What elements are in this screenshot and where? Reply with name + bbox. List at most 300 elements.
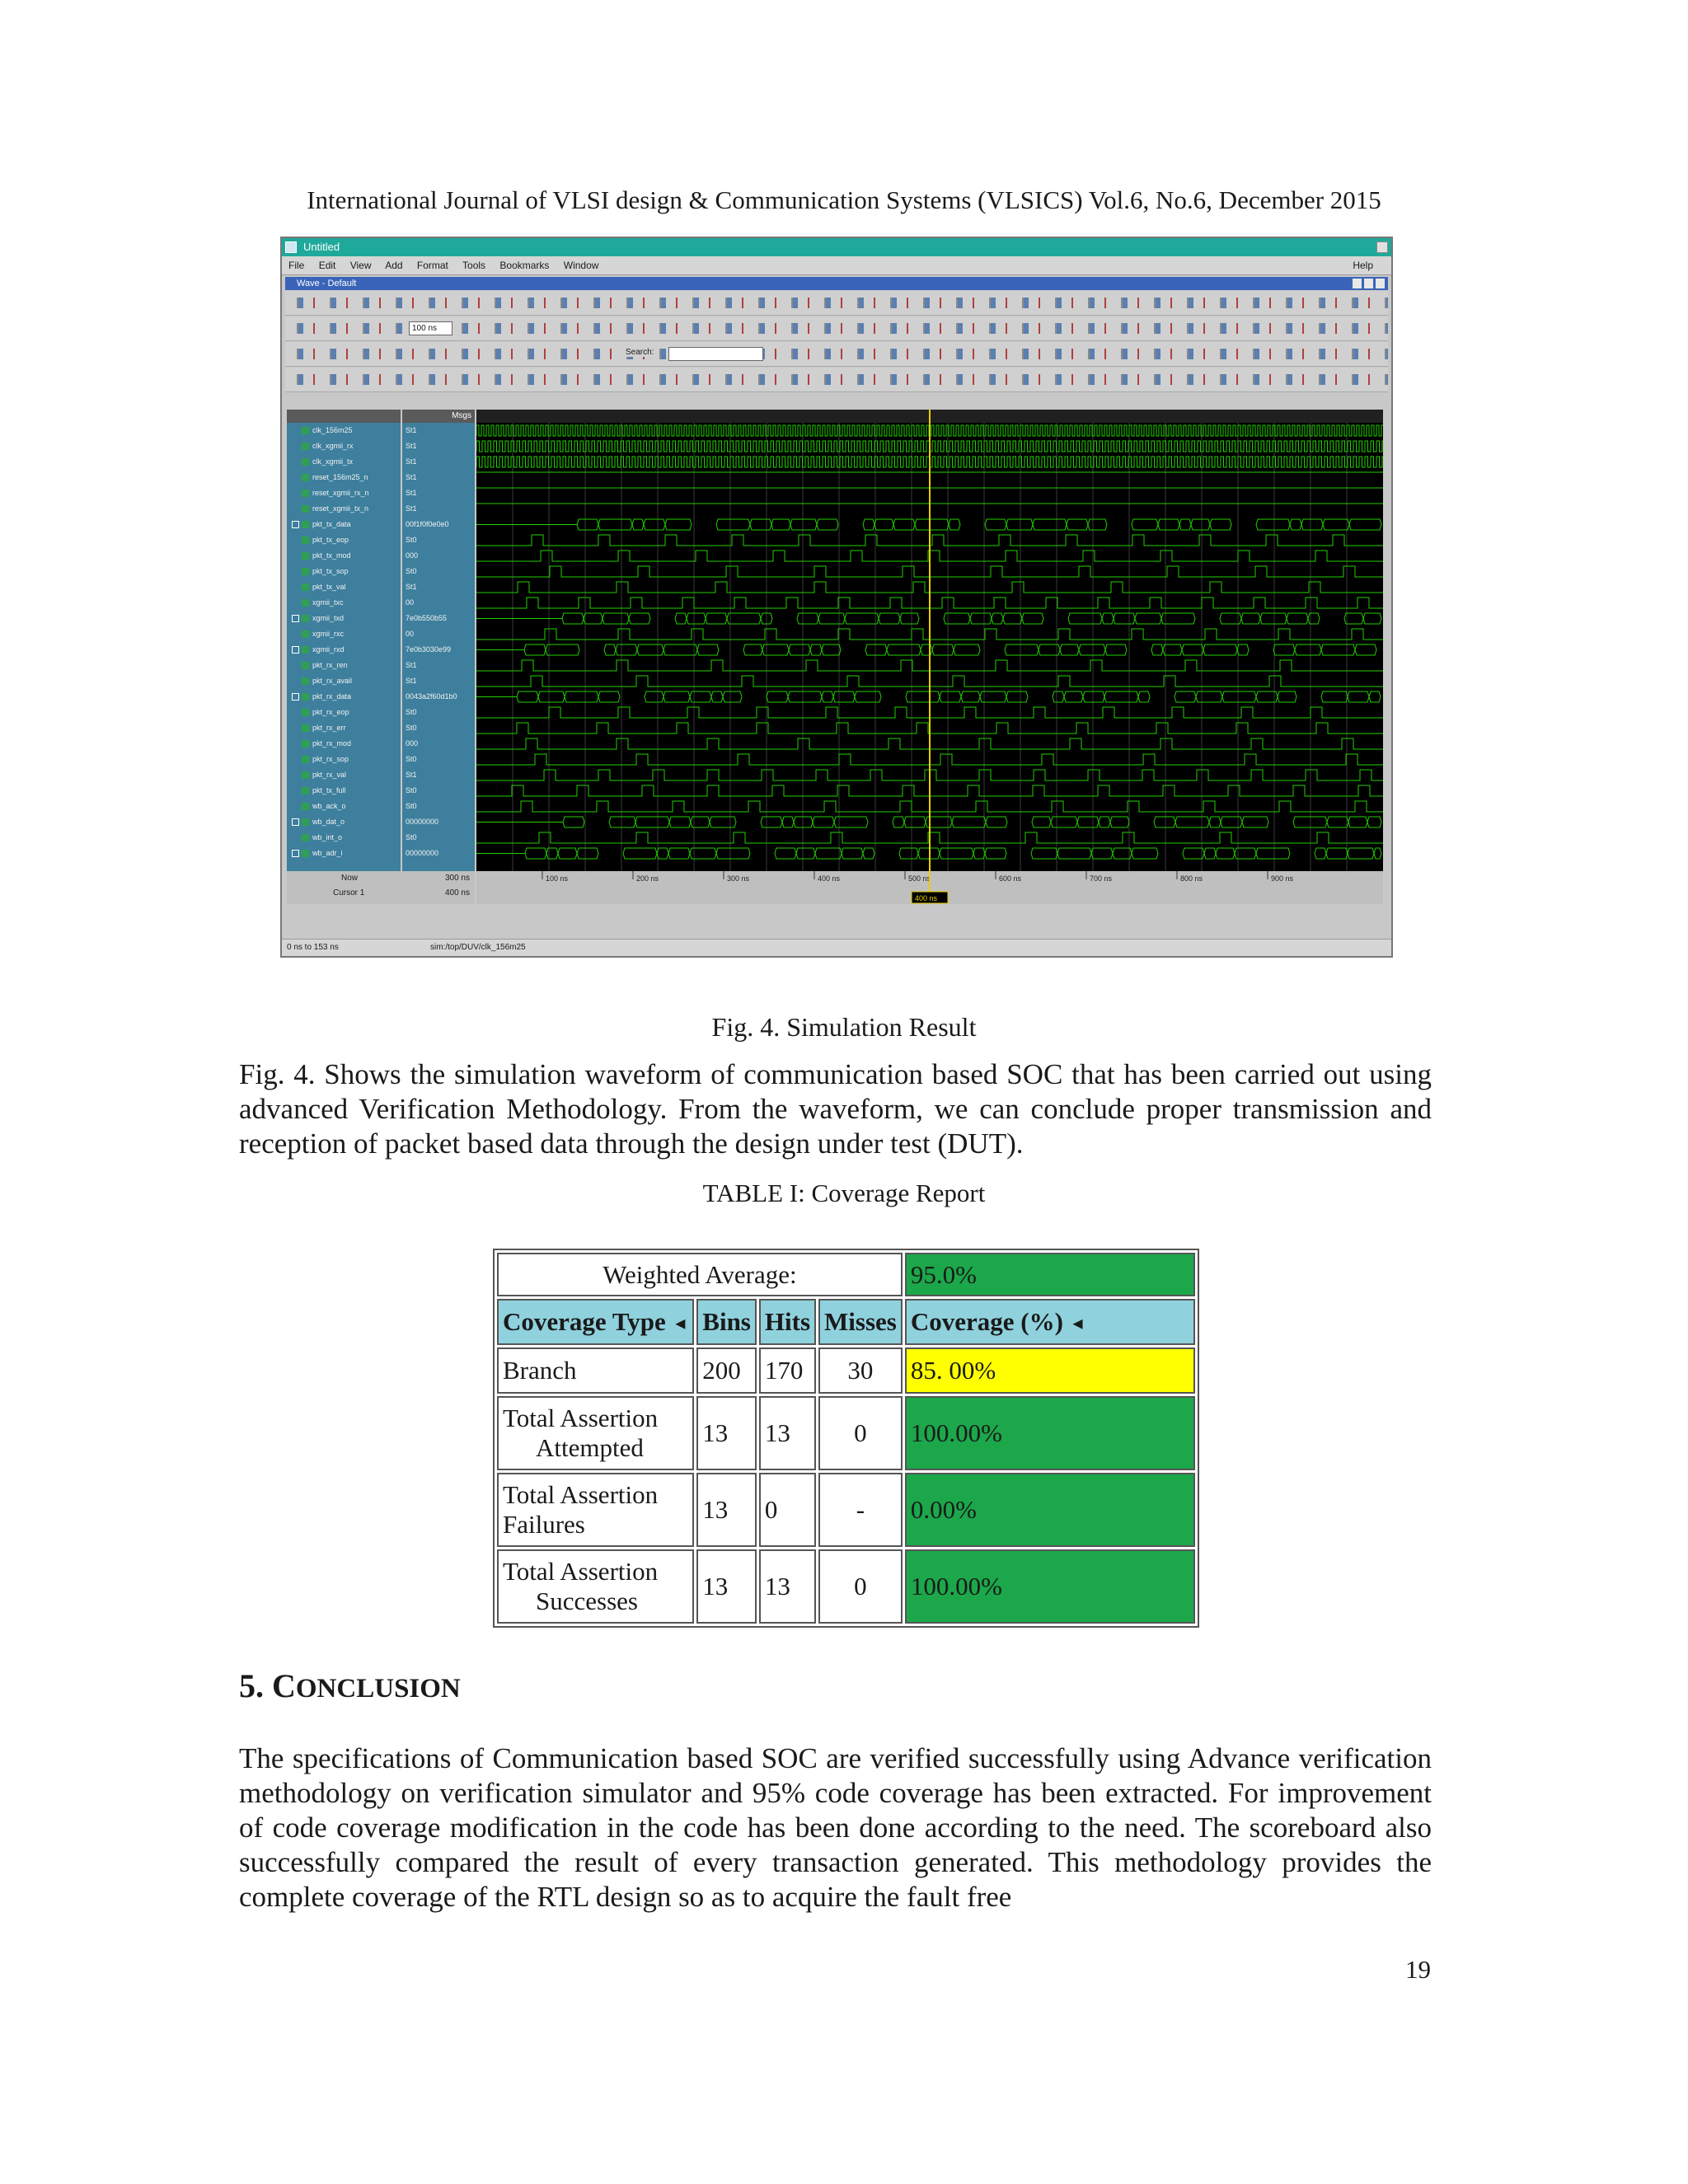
signal-name-row[interactable] — [287, 454, 401, 470]
bus-segment — [1132, 848, 1158, 859]
signal-value: St0 — [406, 567, 417, 575]
signal-icon — [302, 583, 309, 591]
signal-name-row[interactable] — [287, 673, 401, 689]
page-number: 19 — [1405, 1955, 1431, 1984]
signal-value: 00 — [406, 630, 415, 638]
signal-icon — [302, 474, 309, 481]
cursor-label: Cursor 1 — [333, 888, 365, 898]
bus-segment — [810, 644, 822, 655]
sort-arrow-icon: ◄ — [672, 1315, 689, 1333]
msgs-header: Msgs — [402, 410, 475, 423]
paragraph-figure-description: Fig. 4. Shows the simulation waveform of communication based SOC that has been carried out using advanced Verification Methodology. From the waveform, we can conclude proper transmission and reception of packet based data through the design under test (DUT). — [239, 1058, 1432, 1160]
signal-name-row[interactable] — [287, 736, 401, 752]
bus-segment — [716, 519, 750, 530]
paragraph-conclusion: The specifications of Communication based SOC are verified successfully using Advance verification methodology on verification simulator and 95% code coverage has been extracted. For improvement of code coverage modification in the code has been done according to the need. The scoreboard also successfully compared the result of every transaction generated. This methodology provides the complete coverage of the RTL design so as to acquire the fault free — [239, 1742, 1432, 1913]
signal-icon — [302, 803, 309, 810]
bus-segment — [1242, 817, 1268, 827]
bus-segment — [665, 519, 692, 530]
time-tick-label: 500 ns — [908, 874, 931, 883]
bus-segment — [1091, 848, 1113, 859]
signal-icon — [302, 693, 309, 701]
signal-name: pkt_tx_data — [312, 520, 351, 528]
signal-value: St1 — [406, 771, 417, 779]
bus-segment — [1003, 613, 1022, 624]
bus-segment — [1349, 519, 1381, 530]
bus-segment — [940, 848, 973, 859]
coverage-type-cell: Branch — [497, 1347, 694, 1394]
bus-segment — [1051, 817, 1077, 827]
bus-segment — [887, 644, 921, 655]
menu-add[interactable]: Add — [385, 260, 403, 271]
bus-segment — [604, 644, 616, 655]
signal-value: St0 — [406, 724, 417, 732]
menu-edit[interactable]: Edit — [318, 260, 336, 271]
signal-icon — [302, 724, 309, 732]
bus-segment — [842, 848, 863, 859]
simulation-screenshot — [280, 237, 1393, 958]
bus-segment — [1079, 644, 1105, 655]
expand-icon[interactable] — [292, 693, 299, 701]
signal-name-row[interactable] — [287, 438, 401, 454]
bus-segment — [1315, 848, 1326, 859]
bus-segment — [1321, 691, 1348, 702]
bus-segment — [855, 691, 881, 702]
signal-name: pkt_tx_val — [312, 583, 346, 591]
menu-bar — [282, 256, 1391, 275]
signal-icon — [302, 771, 309, 779]
table-header-row — [497, 1299, 1195, 1345]
cursor-value: 400 ns — [444, 888, 470, 898]
signal-value: St1 — [406, 457, 417, 466]
bus-segment — [1295, 644, 1321, 655]
misses-cell: 30 — [818, 1347, 903, 1394]
bus-segment — [603, 613, 629, 624]
signal-icon — [302, 630, 309, 638]
signal-name-row[interactable] — [287, 423, 401, 438]
hits-cell: 13 — [759, 1549, 816, 1624]
signal-name-row[interactable] — [287, 830, 401, 846]
bus-segment — [563, 817, 584, 827]
bus-segment — [932, 644, 954, 655]
bus-segment — [1151, 644, 1163, 655]
bus-segment — [817, 519, 838, 530]
signal-name: xgmii_rxd — [312, 645, 345, 654]
bus-segment — [584, 613, 603, 624]
signal-value: 000 — [406, 551, 419, 560]
signal-name-row[interactable] — [287, 846, 401, 861]
bus-segment — [635, 817, 669, 827]
bus-segment — [1104, 691, 1138, 702]
bus-segment — [1321, 644, 1355, 655]
bus-segment — [813, 817, 834, 827]
signal-value: St1 — [406, 473, 417, 481]
misses-cell: 0 — [818, 1396, 903, 1470]
status-range: 0 ns to 153 ns — [287, 943, 339, 952]
bus-segment — [1308, 613, 1320, 624]
bins-cell: 13 — [696, 1396, 757, 1470]
signal-name-row[interactable] — [287, 720, 401, 736]
signal-name: pkt_rx_mod — [312, 739, 352, 748]
signal-icon — [302, 709, 309, 716]
weighted-average-row — [497, 1253, 1195, 1296]
bus-segment — [1348, 848, 1374, 859]
bus-segment — [900, 613, 919, 624]
bus-segment — [1179, 519, 1191, 530]
signal-value: St1 — [406, 426, 417, 434]
bus-segment — [949, 519, 960, 530]
bus-segment — [1256, 519, 1290, 530]
bus-segment — [1057, 848, 1091, 859]
sort-arrow-icon: ◄ — [1069, 1315, 1086, 1333]
bus-segment — [985, 848, 1006, 859]
signal-name-row[interactable] — [287, 501, 401, 517]
signal-name-row[interactable] — [287, 752, 401, 767]
signal-value: St1 — [406, 442, 417, 450]
signal-value: 0043a2f60d1b0 — [406, 692, 457, 701]
signal-icon — [302, 427, 309, 434]
bus-segment — [789, 644, 810, 655]
window-title: Untitled — [303, 241, 340, 253]
search-label: Search: — [623, 348, 656, 357]
bus-segment — [952, 817, 986, 827]
signal-name: pkt_rx_eop — [312, 708, 349, 716]
signal-name-row[interactable] — [287, 564, 401, 579]
bus-segment — [1053, 691, 1064, 702]
bus-segment — [879, 613, 900, 624]
bus-segment — [797, 613, 818, 624]
signal-name-row[interactable] — [287, 658, 401, 673]
header-coverage-percent[interactable]: Coverage (%) ◄ — [905, 1299, 1195, 1345]
coverage-report-table — [493, 1249, 1199, 1628]
signal-value: 00 — [406, 598, 415, 607]
bus-segment — [985, 519, 1006, 530]
bus-segment — [710, 817, 736, 827]
signal-name-row[interactable] — [287, 548, 401, 564]
signal-name-row[interactable] — [287, 689, 401, 705]
bus-segment — [1068, 613, 1102, 624]
signal-value: 7e0b3030e99 — [406, 645, 452, 654]
toolbar-4[interactable] — [285, 368, 1388, 392]
hits-cell: 0 — [759, 1473, 816, 1547]
bus-segment — [1006, 691, 1028, 702]
bus-segment — [833, 691, 855, 702]
bus-segment — [1290, 519, 1301, 530]
time-tick-label: 400 ns — [818, 874, 841, 883]
expand-icon[interactable] — [292, 850, 299, 857]
bus-segment — [818, 613, 845, 624]
bus-segment — [1060, 644, 1079, 655]
bus-segment — [1327, 817, 1348, 827]
bus-segment — [782, 817, 794, 827]
signal-icon — [302, 568, 309, 575]
bus-segment — [1006, 519, 1033, 530]
signal-name-row[interactable] — [287, 485, 401, 501]
signal-icon — [302, 552, 309, 560]
search-input[interactable] — [668, 347, 763, 361]
table-caption: TABLE I: Coverage Report — [702, 1179, 986, 1207]
signal-name: clk_156m25 — [312, 426, 353, 434]
waveform-pane[interactable] — [476, 410, 1383, 904]
bus-segment — [637, 644, 663, 655]
menu-help[interactable]: Help — [1353, 260, 1373, 271]
signal-name-row[interactable] — [287, 595, 401, 611]
bus-segment — [668, 848, 690, 859]
bus-segment — [1102, 613, 1114, 624]
bus-segment — [663, 691, 690, 702]
bus-segment — [1064, 691, 1083, 702]
bus-segment — [1182, 644, 1203, 655]
signal-name-row[interactable] — [287, 783, 401, 799]
hits-cell: 170 — [759, 1347, 816, 1394]
bus-segment — [904, 817, 926, 827]
misses-cell: 0 — [818, 1549, 903, 1624]
bus-segment — [644, 519, 665, 530]
bus-segment — [711, 691, 723, 702]
bus-segment — [865, 644, 887, 655]
bus-segment — [1222, 691, 1256, 702]
signal-name-row[interactable] — [287, 611, 401, 626]
running-header: International Journal of VLSI design & Communication Systems (VLSICS) Vol.6, No.6, December 2015 — [307, 185, 1381, 214]
signal-name: wb_int_o — [312, 833, 343, 841]
signal-icon — [302, 615, 309, 622]
bus-segment — [775, 848, 796, 859]
menu-tools[interactable]: Tools — [462, 260, 486, 271]
menu-bookmarks[interactable]: Bookmarks — [499, 260, 550, 271]
bus-segment — [525, 848, 546, 859]
bus-segment — [1237, 644, 1249, 655]
bus-segment — [767, 691, 788, 702]
signal-name: pkt_tx_sop — [312, 567, 349, 575]
bus-segment — [845, 613, 879, 624]
misses-cell: - — [818, 1473, 903, 1547]
table-row — [497, 1549, 1195, 1624]
toolbar-3[interactable] — [285, 342, 1388, 367]
signal-name: xgmii_rxc — [312, 630, 345, 638]
signal-name: wb_dat_o — [312, 818, 345, 826]
bus-segment — [1363, 613, 1381, 624]
bus-segment — [1256, 848, 1290, 859]
bus-segment — [1031, 848, 1057, 859]
bus-segment — [1175, 691, 1196, 702]
signal-value: St1 — [406, 583, 417, 591]
signal-value: St0 — [406, 755, 417, 763]
wave-window-titlebar — [285, 277, 1388, 290]
signal-icon — [302, 537, 309, 544]
header-hits: Hits — [759, 1299, 816, 1345]
bus-segment — [1077, 817, 1099, 827]
signal-name-row[interactable] — [287, 642, 401, 658]
bins-cell: 200 — [696, 1347, 757, 1394]
bus-segment — [1110, 817, 1129, 827]
bus-segment — [973, 848, 985, 859]
signal-value: St1 — [406, 489, 417, 497]
coverage-percent-cell: 100.00% — [905, 1396, 1195, 1470]
signal-value: St0 — [406, 786, 417, 794]
coverage-percent-cell: 100.00% — [905, 1549, 1195, 1624]
signal-icon — [302, 834, 309, 841]
bus-segment — [706, 613, 727, 624]
bus-segment — [546, 848, 558, 859]
toolbar-1[interactable] — [285, 291, 1388, 316]
bus-segment — [1355, 644, 1376, 655]
now-row — [287, 871, 475, 886]
signal-icon — [302, 850, 309, 857]
bus-segment — [863, 519, 874, 530]
bus-segment — [986, 817, 1007, 827]
time-tick-label: 300 ns — [727, 874, 750, 883]
bus-segment — [1287, 613, 1308, 624]
signal-icon — [302, 677, 309, 685]
toolbar-2[interactable] — [285, 316, 1388, 341]
bus-segment — [954, 644, 980, 655]
menu-format[interactable]: Format — [416, 260, 448, 271]
bus-segment — [1301, 519, 1323, 530]
bus-segment — [906, 691, 940, 702]
header-bins: Bins — [696, 1299, 757, 1345]
bus-segment — [598, 691, 620, 702]
bus-segment — [1348, 817, 1367, 827]
signal-icon — [302, 646, 309, 654]
signal-icon — [302, 756, 309, 763]
signal-name-row[interactable] — [287, 705, 401, 720]
bus-segment — [1088, 519, 1107, 530]
bus-segment — [796, 848, 815, 859]
bus-segment — [565, 691, 598, 702]
bus-segment — [1033, 519, 1067, 530]
signal-name: reset_xgmii_rx_n — [312, 489, 369, 497]
bus-segment — [663, 644, 697, 655]
bus-segment — [1022, 613, 1043, 624]
expand-icon[interactable] — [292, 615, 299, 622]
signal-icon — [302, 787, 309, 794]
bus-segment — [822, 644, 841, 655]
signal-name: pkt_rx_val — [312, 771, 347, 779]
signal-value: 000 — [406, 739, 419, 748]
bus-segment — [1135, 613, 1161, 624]
signal-value: St0 — [406, 708, 417, 716]
signal-name: wb_ack_o — [312, 802, 346, 810]
bus-segment — [961, 691, 980, 702]
bus-segment — [1260, 613, 1287, 624]
figure-caption: Fig. 4. Simulation Result — [711, 1012, 977, 1042]
bus-segment — [1278, 691, 1296, 702]
signal-name: xgmii_txc — [312, 598, 344, 607]
time-tick-label: 600 ns — [999, 874, 1022, 883]
bus-segment — [1161, 613, 1195, 624]
menu-view[interactable]: View — [349, 260, 372, 271]
bus-segment — [598, 519, 632, 530]
signal-value: St0 — [406, 802, 417, 810]
signal-name-row[interactable] — [287, 814, 401, 830]
signal-name-row[interactable] — [287, 799, 401, 814]
bus-segment — [577, 519, 598, 530]
bus-segment — [1083, 691, 1104, 702]
bus-segment — [1138, 691, 1150, 702]
status-path: sim:/top/DUV/clk_156m25 — [430, 943, 526, 952]
menu-window[interactable]: Window — [563, 260, 599, 271]
bus-segment — [1326, 848, 1348, 859]
header-coverage-type[interactable]: Coverage Type ◄ — [497, 1299, 694, 1345]
bus-segment — [1196, 691, 1222, 702]
bus-segment — [657, 848, 668, 859]
table-row — [497, 1396, 1195, 1470]
signal-name: pkt_rx_sop — [312, 755, 349, 763]
signal-icon — [302, 443, 309, 450]
section-heading-conclusion: 5. CONCLUSION — [239, 1667, 461, 1704]
bus-segment — [1221, 817, 1242, 827]
coverage-type-cell: Total Assertion Attempted — [497, 1396, 694, 1470]
bus-segment — [1367, 817, 1381, 827]
run-length-input[interactable]: 100 ns — [409, 321, 452, 335]
time-tick-label: 800 ns — [1180, 874, 1203, 883]
signal-name: clk_xgmii_rx — [312, 442, 354, 450]
bus-segment — [1005, 644, 1039, 655]
signal-name-row[interactable] — [287, 532, 401, 548]
signal-value: St1 — [406, 677, 417, 685]
expand-icon[interactable] — [292, 646, 299, 654]
window-controls-icon[interactable] — [1353, 279, 1386, 288]
signal-value: 00000000 — [406, 849, 439, 857]
bus-segment — [538, 691, 565, 702]
expand-icon[interactable] — [292, 818, 299, 826]
bus-segment — [815, 848, 842, 859]
cursor-marker-label: 400 ns — [915, 894, 938, 902]
bus-segment — [1154, 817, 1175, 827]
bus-segment — [716, 848, 750, 859]
bus-segment — [822, 691, 833, 702]
bus-segment — [1323, 519, 1349, 530]
table-row — [497, 1347, 1195, 1394]
bus-segment — [645, 691, 663, 702]
bus-segment — [1067, 519, 1088, 530]
signal-name-row[interactable] — [287, 470, 401, 485]
signal-name-row[interactable] — [287, 579, 401, 595]
bins-cell: 13 — [696, 1549, 757, 1624]
bus-segment — [1099, 817, 1110, 827]
bus-segment — [992, 613, 1003, 624]
cursor-row[interactable] — [287, 886, 475, 901]
app-icon — [285, 241, 297, 253]
signal-names-pane — [287, 410, 401, 904]
signal-value: 00f1f0f0e0e0 — [406, 520, 449, 528]
wave-window-title: Wave - Default — [297, 279, 357, 288]
close-icon[interactable] — [1376, 241, 1388, 253]
bus-segment — [517, 691, 538, 702]
bus-segment — [723, 691, 742, 702]
bus-segment — [675, 613, 687, 624]
time-tick-label: 700 ns — [1090, 874, 1113, 883]
bus-segment — [771, 519, 790, 530]
bus-segment — [632, 519, 644, 530]
bus-segment — [1132, 519, 1158, 530]
bus-segment — [616, 644, 637, 655]
signal-name-row[interactable] — [287, 517, 401, 532]
signal-name: pkt_tx_full — [312, 786, 346, 794]
menu-file[interactable]: File — [288, 260, 305, 271]
bus-segment — [546, 644, 579, 655]
signal-icon — [302, 818, 309, 826]
signal-name: wb_adr_i — [312, 849, 343, 857]
bus-segment — [1183, 848, 1204, 859]
signal-name-row[interactable] — [287, 767, 401, 783]
bus-segment — [1105, 644, 1127, 655]
wave-area — [287, 410, 1383, 904]
bins-cell: 13 — [696, 1473, 757, 1547]
bus-segment — [915, 519, 949, 530]
signal-name-row[interactable] — [287, 626, 401, 642]
bus-segment — [687, 613, 706, 624]
expand-icon[interactable] — [292, 521, 299, 528]
